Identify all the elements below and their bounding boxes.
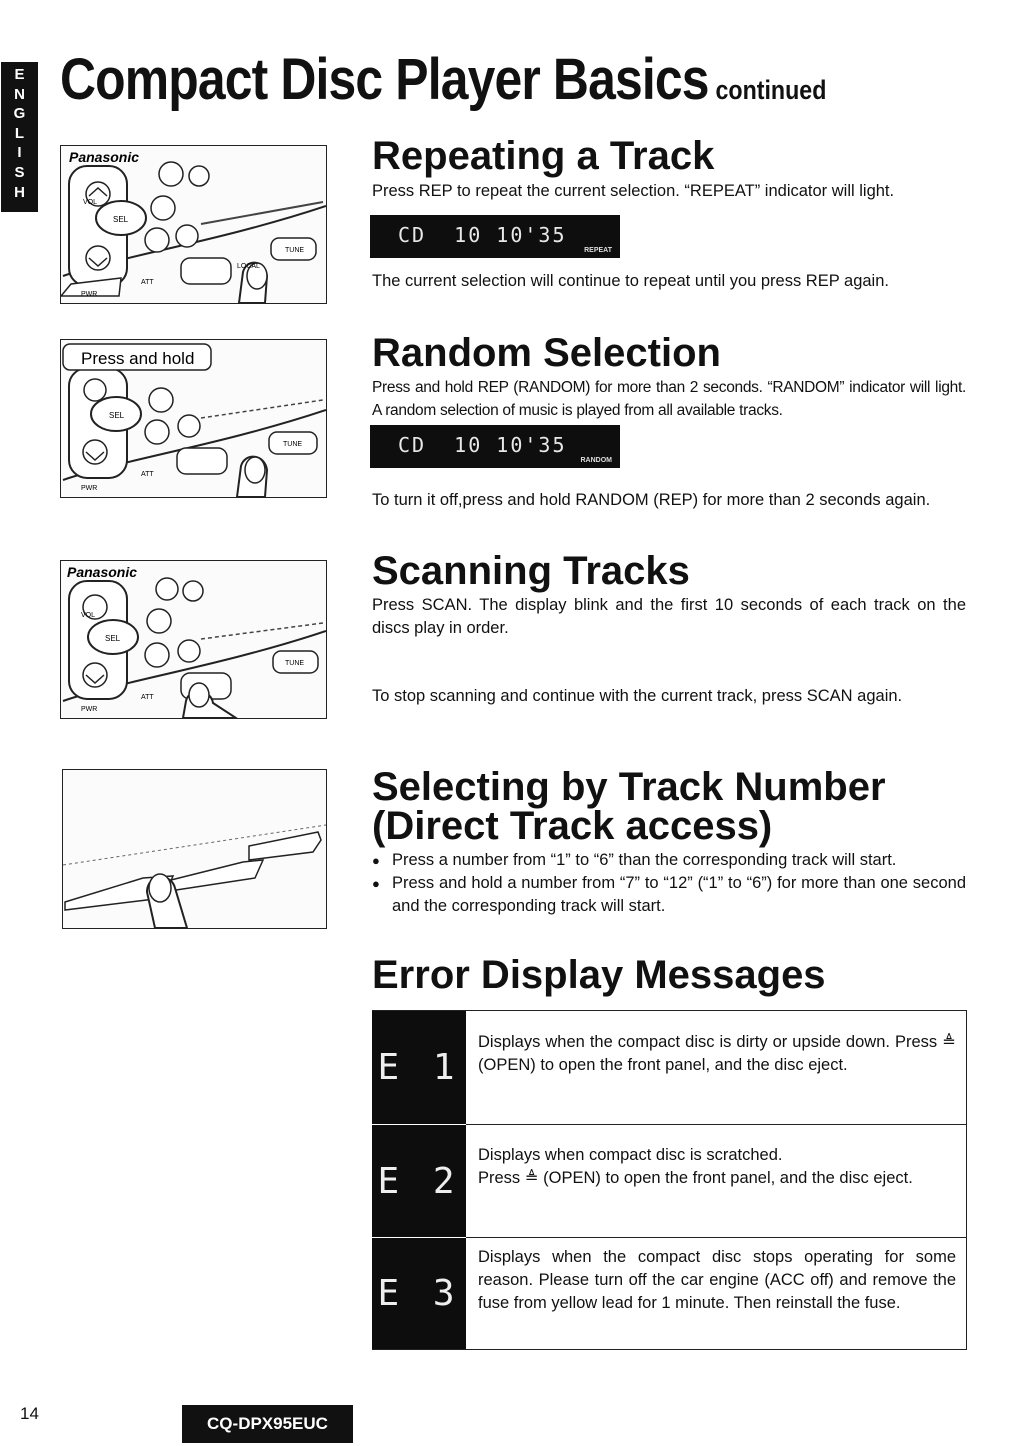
lang-letter: S	[14, 163, 25, 181]
direct-track-bullets	[372, 849, 966, 918]
page-title-text: Compact Disc Player Basics	[60, 47, 709, 112]
random-lcd-display	[370, 425, 620, 468]
brand-label: Panasonic	[67, 564, 138, 580]
att-label: ATT	[141, 279, 154, 286]
radio-panel-icon	[61, 146, 326, 303]
continued-label: continued	[715, 75, 827, 105]
sel-label: SEL	[109, 411, 125, 420]
error-code-display: E 1	[372, 1011, 466, 1124]
lang-letter: I	[17, 144, 22, 162]
tune-label: TUNE	[285, 247, 305, 254]
lcd-readout: CD 10 10'35	[398, 223, 567, 247]
press-and-hold-label: Press and hold	[81, 349, 195, 368]
random-description: Press and hold REP (RANDOM) for more than 2 seconds. “RANDOM” indicator will light. A random selection of music is played from all available tracks.	[372, 379, 966, 419]
page-number: 14	[20, 1404, 39, 1423]
section-title-direct-line2: (Direct Track access)	[372, 804, 773, 848]
page-title	[60, 48, 826, 112]
number-keys-icon	[63, 770, 326, 928]
language-tab	[1, 62, 38, 212]
bullet-item: ● Press a number from “1” to “6” than the corresponding track will start.	[372, 849, 966, 872]
section-title-random: Random Selection	[372, 331, 721, 375]
error-table	[372, 1010, 967, 1350]
random-after-text: To turn it off,press and hold RANDOM (REP) for more than 2 seconds again.	[372, 491, 931, 509]
tune-label: TUNE	[285, 660, 305, 667]
repeat-description: Press REP to repeat the current selection. “REPEAT” indicator will light.	[372, 182, 895, 200]
section-title-scan: Scanning Tracks	[372, 549, 690, 593]
bullet-item: ● Press and hold a number from “7” to “12” (“1” to “6”) for more than one second and the corresponding track will start.	[372, 872, 966, 918]
lang-letter: H	[14, 183, 25, 201]
error-row	[372, 1011, 966, 1124]
error-line: Displays when compact disc is scratched.	[478, 1146, 783, 1164]
lang-letter: G	[13, 105, 26, 123]
sel-label: SEL	[105, 634, 121, 643]
att-label: ATT	[141, 694, 154, 701]
illustration-random	[60, 339, 327, 498]
random-indicator: RANDOM	[580, 457, 612, 464]
pwr-label: PWR	[81, 291, 98, 298]
lang-letter: N	[14, 85, 25, 103]
section-title-repeat: Repeating a Track	[372, 134, 715, 178]
error-description	[478, 1144, 956, 1190]
repeat-indicator: REPEAT	[584, 247, 612, 254]
lcd-readout: CD 10 10'35	[398, 433, 567, 457]
error-row	[372, 1238, 966, 1349]
error-row	[372, 1125, 966, 1237]
error-code-display: E 3	[372, 1238, 466, 1349]
error-code-display: E 2	[372, 1125, 466, 1237]
illustration-direct-track	[62, 769, 327, 929]
lang-letter: L	[14, 124, 25, 142]
att-label: ATT	[141, 471, 154, 478]
local-label: LOCAL	[237, 263, 260, 270]
brand-label: Panasonic	[69, 149, 140, 165]
sel-label: SEL	[113, 215, 129, 224]
vol-label: VOL	[81, 612, 96, 619]
error-line: Press ≜ (OPEN) to open the front panel, and the disc eject.	[478, 1169, 913, 1187]
scan-description: Press SCAN. The display blink and the first 10 seconds of each track on the discs play in order.	[372, 596, 966, 637]
repeat-lcd-display	[370, 215, 620, 258]
section-title-direct-line1: Selecting by Track Number	[372, 765, 886, 809]
pwr-label: PWR	[81, 706, 98, 713]
illustration-scan	[60, 560, 327, 719]
tune-label: TUNE	[283, 441, 303, 448]
lang-letter: E	[14, 66, 25, 83]
error-description: Displays when the compact disc is dirty or upside down. Press ≜ (OPEN) to open the front panel, and the disc eject.	[478, 1033, 956, 1074]
illustration-repeat	[60, 145, 327, 304]
pwr-label: PWR	[81, 485, 98, 492]
repeat-after-text: The current selection will continue to repeat until you press REP again.	[372, 272, 889, 290]
radio-panel-icon	[61, 340, 326, 497]
scan-after-text: To stop scanning and continue with the current track, press SCAN again.	[372, 687, 903, 705]
radio-panel-icon	[61, 561, 326, 718]
section-title-errors: Error Display Messages	[372, 953, 826, 997]
model-badge: CQ-DPX95EUC	[182, 1405, 353, 1443]
error-description: Displays when the compact disc stops operating for some reason. Please turn off the car engine (ACC off) and remove the fuse from yellow lead for 1 minute. Then reinstall the fuse.	[478, 1248, 956, 1312]
vol-label: VOL	[83, 199, 98, 206]
